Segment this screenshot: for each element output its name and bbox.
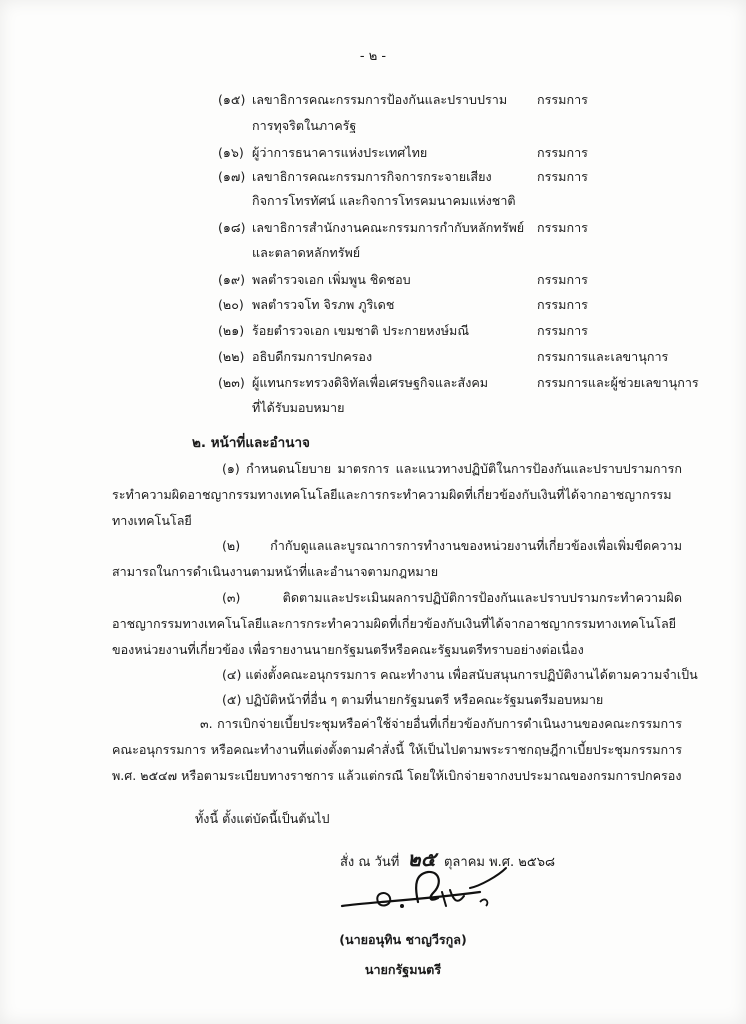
member-name: อธิบดีกรมการปกครอง — [252, 349, 373, 364]
duty-1-paragraph — [112, 456, 682, 534]
duty-4-text: (๔) แต่งตั้งคณะอนุกรรมการ คณะทำงาน เพื่อสนับสนุนการปฏิบัติงานได้ตามความจำเป็น — [222, 667, 698, 682]
effective-statement: ทั้งนี้ ตั้งแต่บัดนี้เป็นต้นไป — [195, 811, 330, 826]
duty-3-paragraph — [112, 585, 682, 663]
member-role: กรรมการและผู้ช่วยเลขานุการ — [537, 375, 699, 390]
member-name-cont: ที่ได้รับมอบหมาย — [252, 400, 345, 415]
member-role: กรรมการ — [537, 220, 588, 235]
section-3-text: ๓. การเบิกจ่ายเบี้ยประชุมหรือค่าใช้จ่ายอื่นที่เกี่ยวข้องกับการดำเนินงานของคณะกรรมการ คณะอนุกรรมการ หรือคณะทำงานที่แต่งตั้งตามคำสั่งนี้ ให้เป็นไปตามพระราชกฤษฎีกาเบี้ยประชุมกรรมการ พ.ศ. ๒๕๔๗ หรือตามระเบียบทางราชการ แล้วแต่กรณี โดยให้เบิกจ่ายจากงบประมาณของกรมการปกครอง — [112, 716, 682, 783]
duty-5-text: (๕) ปฏิบัติหน้าที่อื่น ๆ ตามที่นายกรัฐมนตรี หรือคณะรัฐมนตรีมอบหมาย — [222, 692, 604, 707]
member-number: (๒๐) — [218, 297, 244, 312]
member-role: กรรมการ — [537, 92, 588, 107]
member-name-cont: การทุจริตในภาครัฐ — [252, 118, 357, 133]
member-name-cont: กิจการโทรทัศน์ และกิจการโทรคมนาคมแห่งชาติ — [252, 193, 516, 208]
signer-name: (นายอนุทิน ชาญวีรกูล) — [339, 932, 467, 947]
member-name-cont: และตลาดหลักทรัพย์ — [252, 245, 361, 260]
signer-title: นายกรัฐมนตรี — [364, 962, 442, 977]
member-role: กรรมการ — [537, 169, 588, 184]
member-number: (๑๙) — [218, 272, 246, 287]
page-number: - ๒ - — [359, 49, 387, 64]
member-number: (๒๑) — [218, 323, 245, 338]
member-number: (๑๗) — [218, 169, 246, 184]
member-number: (๑๕) — [218, 92, 246, 107]
member-name: เลขาธิการคณะกรรมการป้องกันและปราบปราม — [252, 92, 508, 107]
order-date-day: ๒๕ — [407, 847, 436, 871]
duty-2-paragraph — [112, 533, 682, 585]
member-name: พลตำรวจโท จิรภพ ภูริเดช — [252, 297, 395, 312]
signature-image — [330, 862, 520, 922]
member-name: ร้อยตำรวจเอก เขมชาติ ประกายหงษ์มณี — [252, 323, 470, 338]
duty-1-text: (๑) กำหนดนโยบาย มาตรการ และแนวทางปฏิบัติในการป้องกันและปราบปรามการกระทำความผิดอาชญากรรมทางเทคโนโลยีและการกระทำความผิดที่เกี่ยวข้องกับเงินที่ได้จากอาชญากรรมทางเทคโนโลยี — [112, 461, 682, 528]
duty-2-text: (๒) กำกับดูแลและบูรณาการการทำงานของหน่วยงานที่เกี่ยวข้องเพื่อเพิ่มขีดความสามารถในการดำเนินงานตามหน้าที่และอำนาจตามกฎหมาย — [112, 538, 682, 579]
order-date-month-year: ตุลาคม พ.ศ. ๒๕๖๘ — [443, 855, 555, 870]
member-role: กรรมการ — [537, 145, 588, 160]
member-name: ผู้แทนกระทรวงดิจิทัลเพื่อเศรษฐกิจและสังคม — [252, 375, 489, 390]
member-name: เลขาธิการสำนักงานคณะกรรมการกำกับหลักทรัพย์ — [252, 220, 525, 235]
member-role: กรรมการ — [537, 297, 588, 312]
member-number: (๑๖) — [218, 145, 244, 160]
member-role: กรรมการและเลขานุการ — [537, 349, 669, 364]
member-role: กรรมการ — [537, 323, 588, 338]
member-number: (๒๒) — [218, 349, 245, 364]
member-number: (๒๓) — [218, 375, 245, 390]
order-date-prefix: สั่ง ณ วันที่ — [340, 855, 400, 870]
member-name: พลตำรวจเอก เพิ่มพูน ชิดชอบ — [252, 272, 411, 287]
member-number: (๑๘) — [218, 220, 246, 235]
member-name: เลขาธิการคณะกรรมการกิจการกระจายเสียง — [252, 169, 492, 184]
member-name: ผู้ว่าการธนาคารแห่งประเทศไทย — [252, 145, 428, 160]
section-heading: ๒. หน้าที่และอำนาจ — [192, 435, 310, 451]
duty-3-text: (๓) ติดตามและประเมินผลการปฏิบัติการป้องกันและปราบปรามกระทำความผิดอาชญากรรมทางเทคโนโลยีและการกระทำความผิดที่เกี่ยวข้องกับเงินที่ได้จากอาชญากรรมทางเทคโนโลยีของหน่วยงานที่เกี่ยวข้อง เพื่อรายงานนายกรัฐมนตรีหรือคณะรัฐมนตรีทราบอย่างต่อเนื่อง — [112, 590, 682, 657]
member-role: กรรมการ — [537, 272, 588, 287]
section-3-paragraph — [112, 711, 682, 789]
